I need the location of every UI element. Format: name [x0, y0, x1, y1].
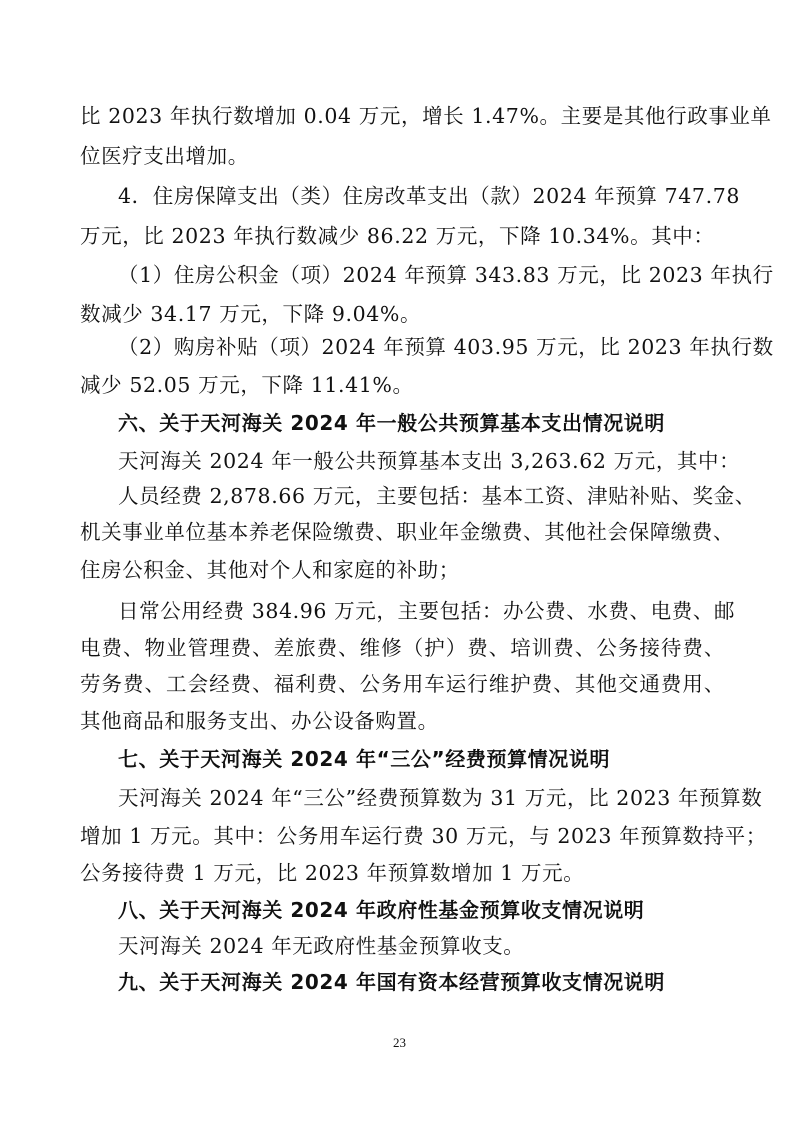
paragraph-line: 天河海关 2024 年“三公”经费预算数为 31 万元，比 2023 年预算数: [118, 786, 763, 810]
paragraph-line: 电费、物业管理费、差旅费、维修（护）费、培训费、公务接待费、: [80, 636, 725, 660]
paragraph-line: 数减少 34.17 万元，下降 9.04%。: [80, 302, 422, 326]
paragraph-line: 增加 1 万元。其中：公务用车运行费 30 万元，与 2023 年预算数持平；: [80, 824, 767, 848]
paragraph-line: 位医疗支出增加。: [80, 144, 249, 168]
paragraph-line: 万元，比 2023 年执行数减少 86.22 万元，下降 10.34%。其中：: [80, 224, 715, 248]
paragraph-line: 减少 52.05 万元，下降 11.41%。: [80, 373, 414, 397]
section-heading: 七、关于天河海关 2024 年“三公”经费预算情况说明: [118, 747, 611, 771]
page-number: 23: [393, 1035, 406, 1050]
paragraph-line: 4．住房保障支出（类）住房改革支出（款）2024 年预算 747.78: [118, 184, 740, 208]
paragraph-line: 日常公用经费 384.96 万元，主要包括：办公费、水费、电费、邮: [118, 599, 736, 623]
paragraph-line: 住房公积金、其他对个人和家庭的补助；: [80, 558, 460, 582]
paragraph-line: 比 2023 年执行数增加 0.04 万元，增长 1.47%。主要是其他行政事业单: [80, 104, 772, 128]
paragraph-line: （1）住房公积金（项）2024 年预算 343.83 万元，比 2023 年执行: [118, 263, 774, 287]
paragraph-line: 天河海关 2024 年一般公共预算基本支出 3,263.62 万元，其中：: [118, 449, 741, 473]
section-heading: 八、关于天河海关 2024 年政府性基金预算收支情况说明: [118, 898, 645, 922]
paragraph-line: 天河海关 2024 年无政府性基金预算收支。: [118, 934, 525, 958]
paragraph-line: 人员经费 2,878.66 万元，主要包括：基本工资、津贴补贴、奖金、: [118, 484, 756, 508]
paragraph-line: 公务接待费 1 万元，比 2023 年预算数增加 1 万元。: [80, 861, 585, 885]
paragraph-line: （2）购房补贴（项）2024 年预算 403.95 万元，比 2023 年执行数: [118, 335, 774, 359]
section-heading: 六、关于天河海关 2024 年一般公共预算基本支出情况说明: [118, 411, 665, 435]
paragraph-line: 其他商品和服务支出、办公设备购置。: [80, 709, 439, 733]
section-heading: 九、关于天河海关 2024 年国有资本经营预算收支情况说明: [118, 970, 665, 994]
paragraph-line: 机关事业单位基本养老保险缴费、职业年金缴费、其他社会保障缴费、: [80, 520, 735, 544]
paragraph-line: 劳务费、工会经费、福利费、公务用车运行维护费、其他交通费用、: [80, 672, 725, 696]
